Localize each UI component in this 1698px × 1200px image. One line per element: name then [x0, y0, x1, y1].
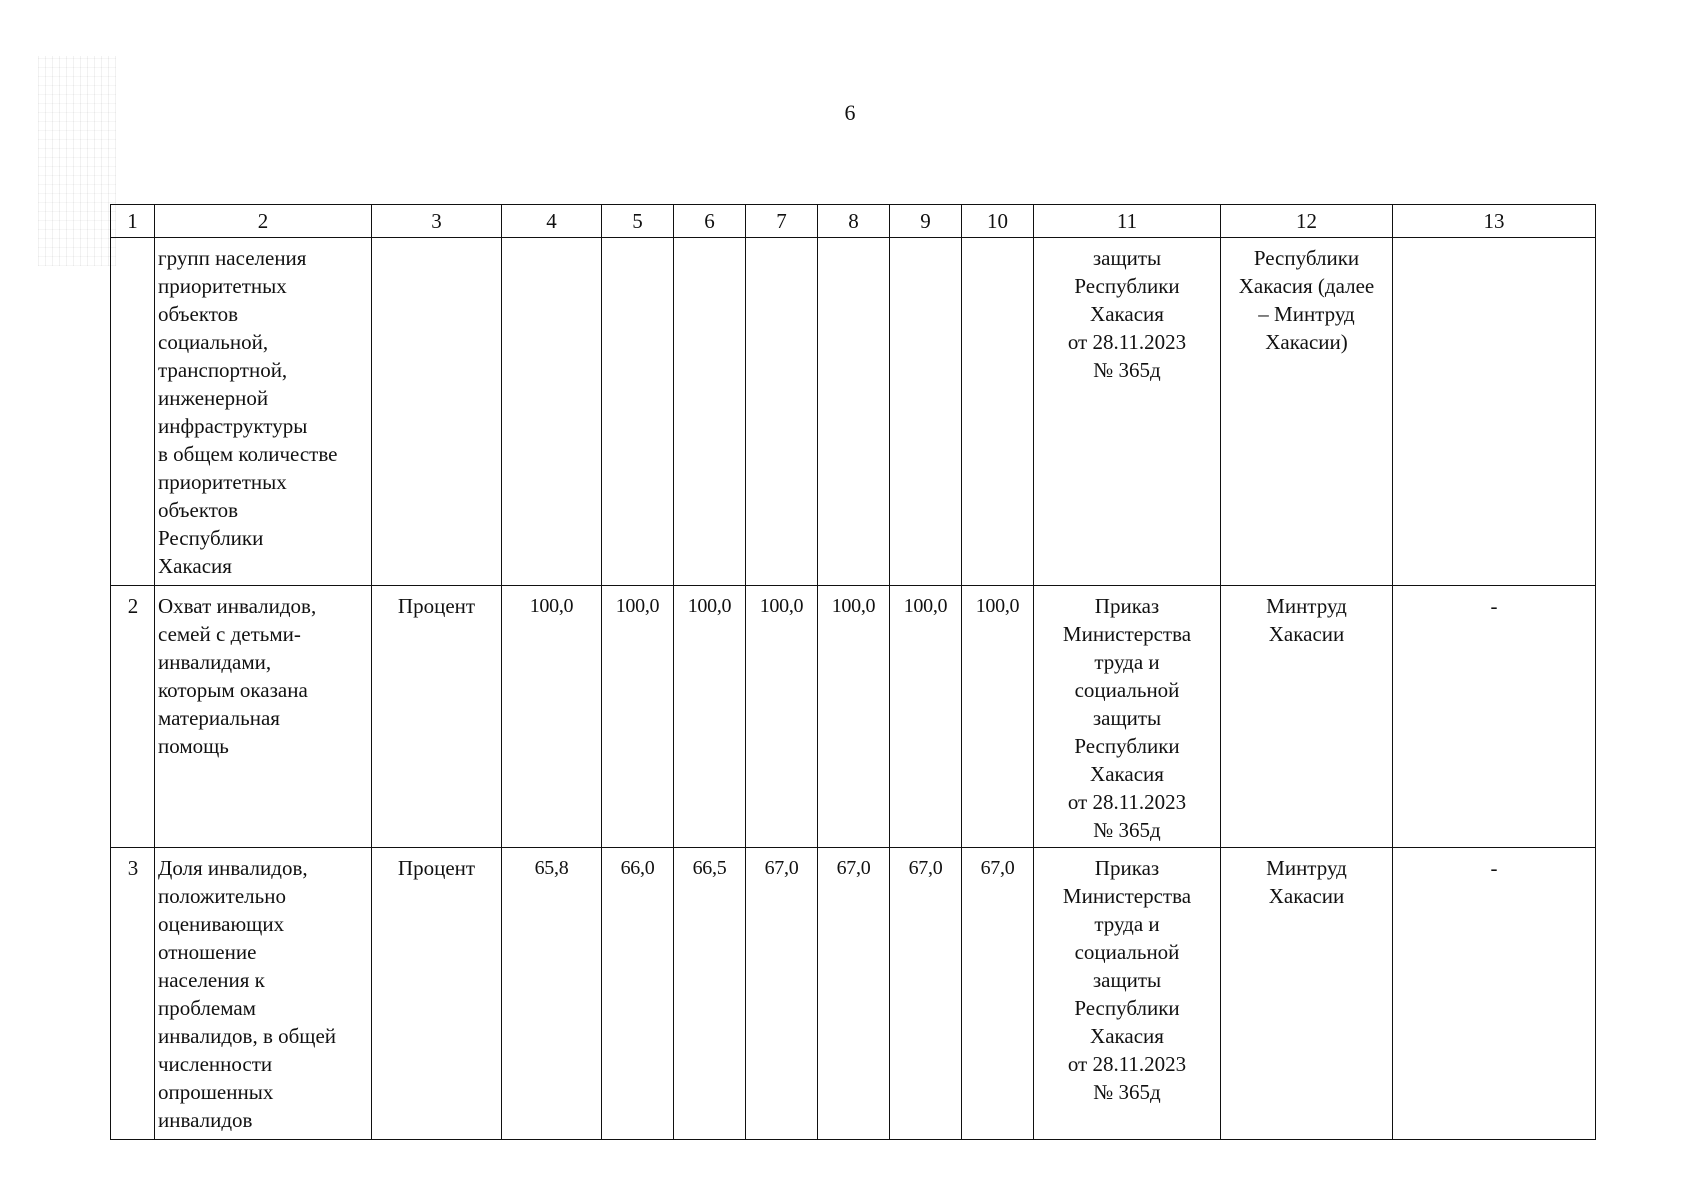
header-cell: 6 [674, 205, 746, 238]
value-cell: 67,0 [818, 848, 890, 1140]
responsible-body: Минтруд Хакасии [1221, 586, 1393, 848]
value-cell [818, 238, 890, 586]
value-cell: 65,8 [502, 848, 602, 1140]
value-cell: 100,0 [602, 586, 674, 848]
value-cell: 67,0 [746, 848, 818, 1140]
basis-document: защиты Республики Хакасия от 28.11.2023 № 365д [1034, 238, 1221, 586]
header-cell: 5 [602, 205, 674, 238]
basis-document: Приказ Министерства труда и социальной защиты Республики Хакасия от 28.11.2023 № 365д [1034, 848, 1221, 1140]
note-cell [1393, 238, 1596, 586]
value-cell: 66,0 [602, 848, 674, 1140]
value-cell [502, 238, 602, 586]
header-cell: 12 [1221, 205, 1393, 238]
unit-cell: Процент [372, 586, 502, 848]
value-cell: 100,0 [890, 586, 962, 848]
scan-margin-artifact [38, 56, 116, 266]
responsible-body: Минтруд Хакасии [1221, 848, 1393, 1140]
table-header-row [111, 205, 1596, 238]
responsible-body: Республики Хакасия (далее – Минтруд Хакасии) [1221, 238, 1393, 586]
value-cell: 67,0 [962, 848, 1034, 1140]
indicator-name: Охват инвалидов, семей с детьми- инвалидами, которым оказана материальная помощь [155, 586, 372, 848]
note-cell: - [1393, 848, 1596, 1140]
table-row [111, 238, 1596, 586]
value-cell [602, 238, 674, 586]
row-number: 2 [111, 586, 155, 848]
indicator-name: групп населения приоритетных объектов социальной, транспортной, инженерной инфраструктуры в общем количестве приоритетных объектов Республики Хакасия [155, 238, 372, 586]
page-number: 6 [844, 100, 856, 125]
header-cell: 2 [155, 205, 372, 238]
value-cell: 66,5 [674, 848, 746, 1140]
table-row [111, 848, 1596, 1140]
header-cell: 1 [111, 205, 155, 238]
value-cell: 100,0 [962, 586, 1034, 848]
indicators-table [110, 204, 1596, 1140]
table-row [111, 586, 1596, 848]
value-cell: 100,0 [502, 586, 602, 848]
header-cell: 4 [502, 205, 602, 238]
header-cell: 9 [890, 205, 962, 238]
value-cell: 100,0 [818, 586, 890, 848]
header-cell: 11 [1034, 205, 1221, 238]
row-number: 3 [111, 848, 155, 1140]
value-cell: 100,0 [674, 586, 746, 848]
header-cell: 7 [746, 205, 818, 238]
unit-cell: Процент [372, 848, 502, 1140]
value-cell [890, 238, 962, 586]
note-cell: - [1393, 586, 1596, 848]
unit-cell [372, 238, 502, 586]
header-cell: 10 [962, 205, 1034, 238]
value-cell [674, 238, 746, 586]
basis-document: Приказ Министерства труда и социальной защиты Республики Хакасия от 28.11.2023 № 365д [1034, 586, 1221, 848]
header-cell: 8 [818, 205, 890, 238]
row-number [111, 238, 155, 586]
value-cell: 100,0 [746, 586, 818, 848]
header-cell: 3 [372, 205, 502, 238]
value-cell [746, 238, 818, 586]
header-cell: 13 [1393, 205, 1596, 238]
indicator-name: Доля инвалидов, положительно оценивающих отношение населения к проблемам инвалидов, в общей численности опрошенных инвалидов [155, 848, 372, 1140]
value-cell: 67,0 [890, 848, 962, 1140]
value-cell [962, 238, 1034, 586]
